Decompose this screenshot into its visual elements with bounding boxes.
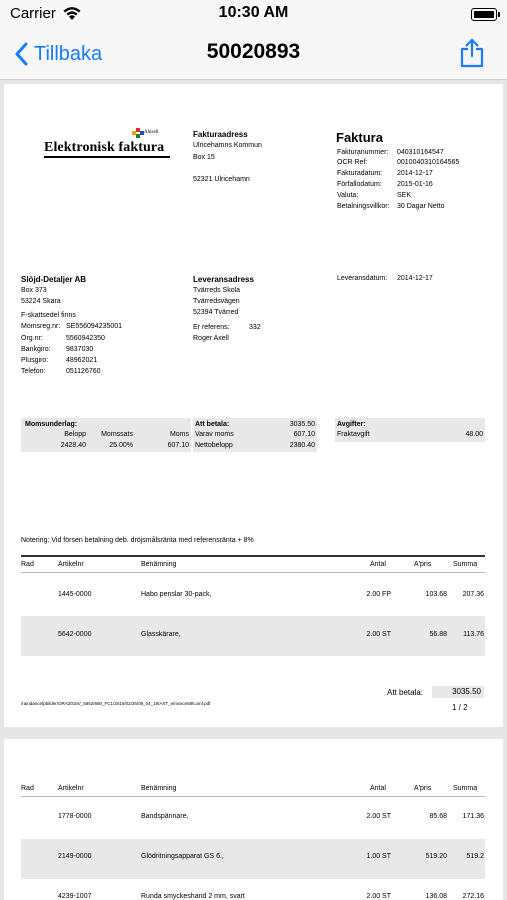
company-logo: Ahlsell Elektronisk faktura xyxy=(44,128,170,158)
supplier-field-label: Org.nr: xyxy=(21,335,43,342)
payment-vat-value: 607.10 xyxy=(293,431,315,438)
row-qty: 2.00 ST xyxy=(366,813,391,820)
billing-heading: Fakturaadress xyxy=(193,130,248,139)
col-row: Rad xyxy=(21,785,34,792)
status-bar xyxy=(0,0,507,30)
table-row xyxy=(21,576,485,616)
table-row xyxy=(21,879,485,900)
col-qty: Antal xyxy=(370,785,386,792)
col-sum: Summa xyxy=(453,785,478,792)
table-row xyxy=(21,616,485,656)
row-price: 85.68 xyxy=(429,813,447,820)
delivery-line: Tvärredsvägen xyxy=(193,298,240,305)
supplier-field-value: 051126760 xyxy=(66,368,101,375)
supplier-field-label: Bankgiro: xyxy=(21,346,51,353)
invoice-field-label: Fakturadatum: xyxy=(337,170,383,177)
table-header-rule xyxy=(21,796,485,797)
billing-line: 52321 Ulricehamn xyxy=(193,176,250,183)
row-description: Bandspännare, xyxy=(141,813,189,820)
reference-label: Er referens: xyxy=(193,324,230,331)
invoice-field-label: OCR Ref: xyxy=(337,159,368,166)
delivery-date-label: Leveransdatum: xyxy=(337,275,388,282)
billing-line: Box 15 xyxy=(193,154,215,161)
vat-col-vat: Moms xyxy=(169,431,189,438)
row-description: Habo penslar 30-pack, xyxy=(141,591,212,598)
vat-col-amount: Belopp xyxy=(64,431,86,438)
supplier-field-value: 48962021 xyxy=(66,357,98,364)
invoice-field-label: Fakturanummer: xyxy=(337,149,389,156)
logo-mark-icon xyxy=(132,128,144,139)
row-qty: 2.00 ST xyxy=(366,893,391,900)
vat-summary-box xyxy=(21,418,191,452)
page-title: 50020893 xyxy=(206,40,301,63)
delivery-date-value: 2014-12-17 xyxy=(397,275,433,282)
carrier-label: Carrier xyxy=(10,5,56,22)
payment-vat-label: Varav moms xyxy=(195,431,234,438)
payment-net-value: 2380.40 xyxy=(289,442,315,449)
back-label: Tillbaka xyxy=(34,42,103,65)
row-sum: 272.16 xyxy=(462,893,484,900)
row-sum: 113.76 xyxy=(463,631,484,638)
row-article: 4239-1007 xyxy=(58,893,92,900)
row-qty: 2.00 ST xyxy=(366,631,391,638)
supplier-field-value: 5560942350 xyxy=(66,335,105,342)
table-header-rule xyxy=(21,572,485,573)
invoice-field-value: SEK xyxy=(397,192,412,199)
invoice-page-2[interactable] xyxy=(4,739,503,900)
invoice-field-value: 2014-12-17 xyxy=(397,170,433,177)
col-price: A'pris xyxy=(414,561,432,568)
invoice-heading: Faktura xyxy=(336,130,383,145)
billing-line: Ulricehamns Kommun xyxy=(193,142,262,149)
total-value: 3035.50 xyxy=(452,687,481,696)
delivery-line: Tvärreds Skola xyxy=(193,287,241,294)
invoice-field-value: 0010040310164565 xyxy=(397,159,460,166)
invoice-field-value: 2015-01-16 xyxy=(397,181,433,188)
col-article: Artikelnr xyxy=(58,785,84,792)
vat-rate: 25.00% xyxy=(109,442,133,449)
invoice-field-label: Valuta: xyxy=(337,192,359,199)
vat-value: 607.10 xyxy=(167,442,189,449)
fees-heading: Avgifter: xyxy=(337,421,366,428)
total-box xyxy=(432,686,484,698)
row-description: Glasskärare, xyxy=(141,631,181,638)
supplier-line: F-skattsedel finns xyxy=(21,312,76,319)
row-price: 56.88 xyxy=(429,631,447,638)
row-description: Runda smyckeshand 2 mm, svart xyxy=(141,893,245,900)
total-label: Att betala: xyxy=(387,688,424,697)
row-price: 103.68 xyxy=(425,591,447,598)
share-icon[interactable] xyxy=(459,38,485,68)
col-price: A'pris xyxy=(414,785,432,792)
logo-text: Elektronisk faktura xyxy=(44,140,165,155)
file-path: /raindancefpbilder/ORA2016V_5852/680_FC1/2016/02/26/09_04_19/AXT_einvoice586.xinf.pdf xyxy=(21,701,211,706)
delivery-line: 52394 Tvärred xyxy=(193,309,239,316)
col-sum: Summa xyxy=(453,561,478,568)
supplier-line: 53224 Skara xyxy=(21,298,61,305)
invoice-page-1[interactable] xyxy=(4,84,503,727)
fees-box xyxy=(335,418,485,442)
payment-total: 3035.50 xyxy=(289,421,315,428)
col-row: Rad xyxy=(21,561,34,568)
supplier-field-label: Momsreg.nr: xyxy=(21,323,61,330)
row-price: 519.20 xyxy=(425,853,447,860)
row-sum: 171.36 xyxy=(462,813,484,820)
row-qty: 2.00 FP xyxy=(366,591,391,598)
col-description: Benämning xyxy=(141,785,177,792)
battery-icon xyxy=(471,8,497,21)
payment-net-label: Nettobelopp xyxy=(195,442,233,449)
reference-value: 332 xyxy=(249,324,261,331)
table-row xyxy=(21,799,485,839)
invoice-field-label: Betalningsvillkor: xyxy=(337,203,390,210)
payment-summary-box xyxy=(193,418,317,452)
row-sum: 519.2 xyxy=(466,853,484,860)
navigation-bar xyxy=(0,30,507,80)
clock: 10:30 AM xyxy=(218,4,289,21)
row-article: 1778-0000 xyxy=(58,813,92,820)
row-article: 1445-0000 xyxy=(58,591,92,598)
delivery-heading: Leveransadress xyxy=(193,275,254,284)
supplier-line: Box 373 xyxy=(21,287,47,294)
supplier-name: Slöjd-Detaljer AB xyxy=(21,275,87,284)
payment-note: Notering: Vid försen betalning deb. dröjsmålsränta med referensränta + 8% xyxy=(21,537,254,544)
row-qty: 1.00 ST xyxy=(366,853,391,860)
vat-amount: 2428.40 xyxy=(60,442,86,449)
supplier-field-label: Telefon: xyxy=(21,368,46,375)
vat-col-rate: Momssats xyxy=(101,431,133,438)
invoice-field-label: Förfallodatum: xyxy=(337,181,382,188)
row-description: Glödritningsapparat GS 6., xyxy=(141,853,224,860)
freight-value: 48.00 xyxy=(465,431,483,438)
invoice-field-value: 040310164547 xyxy=(397,149,444,156)
row-article: 5642-0000 xyxy=(58,631,92,638)
table-row xyxy=(21,839,485,879)
logo-underline xyxy=(44,156,170,158)
freight-label: Fraktavgift xyxy=(337,431,370,438)
row-article: 2149-0000 xyxy=(58,853,92,860)
reference-name: Roger Axell xyxy=(193,335,229,342)
col-article: Artikelnr xyxy=(58,561,84,568)
page-number: 1 / 2 xyxy=(452,703,468,712)
row-sum: 207.36 xyxy=(462,591,484,598)
table-top-rule xyxy=(21,555,485,557)
col-qty: Antal xyxy=(370,561,386,568)
supplier-field-label: Plusgiro: xyxy=(21,357,49,364)
col-description: Benämning xyxy=(141,561,177,568)
supplier-field-value: 9837030 xyxy=(66,346,94,353)
invoice-field-value: 30 Dagar Netto xyxy=(397,203,445,210)
payment-heading: Att betala: xyxy=(195,421,230,428)
supplier-field-value: SE556094235001 xyxy=(66,323,123,330)
vat-heading: Momsunderlag: xyxy=(25,421,78,428)
row-price: 136.08 xyxy=(425,893,447,900)
